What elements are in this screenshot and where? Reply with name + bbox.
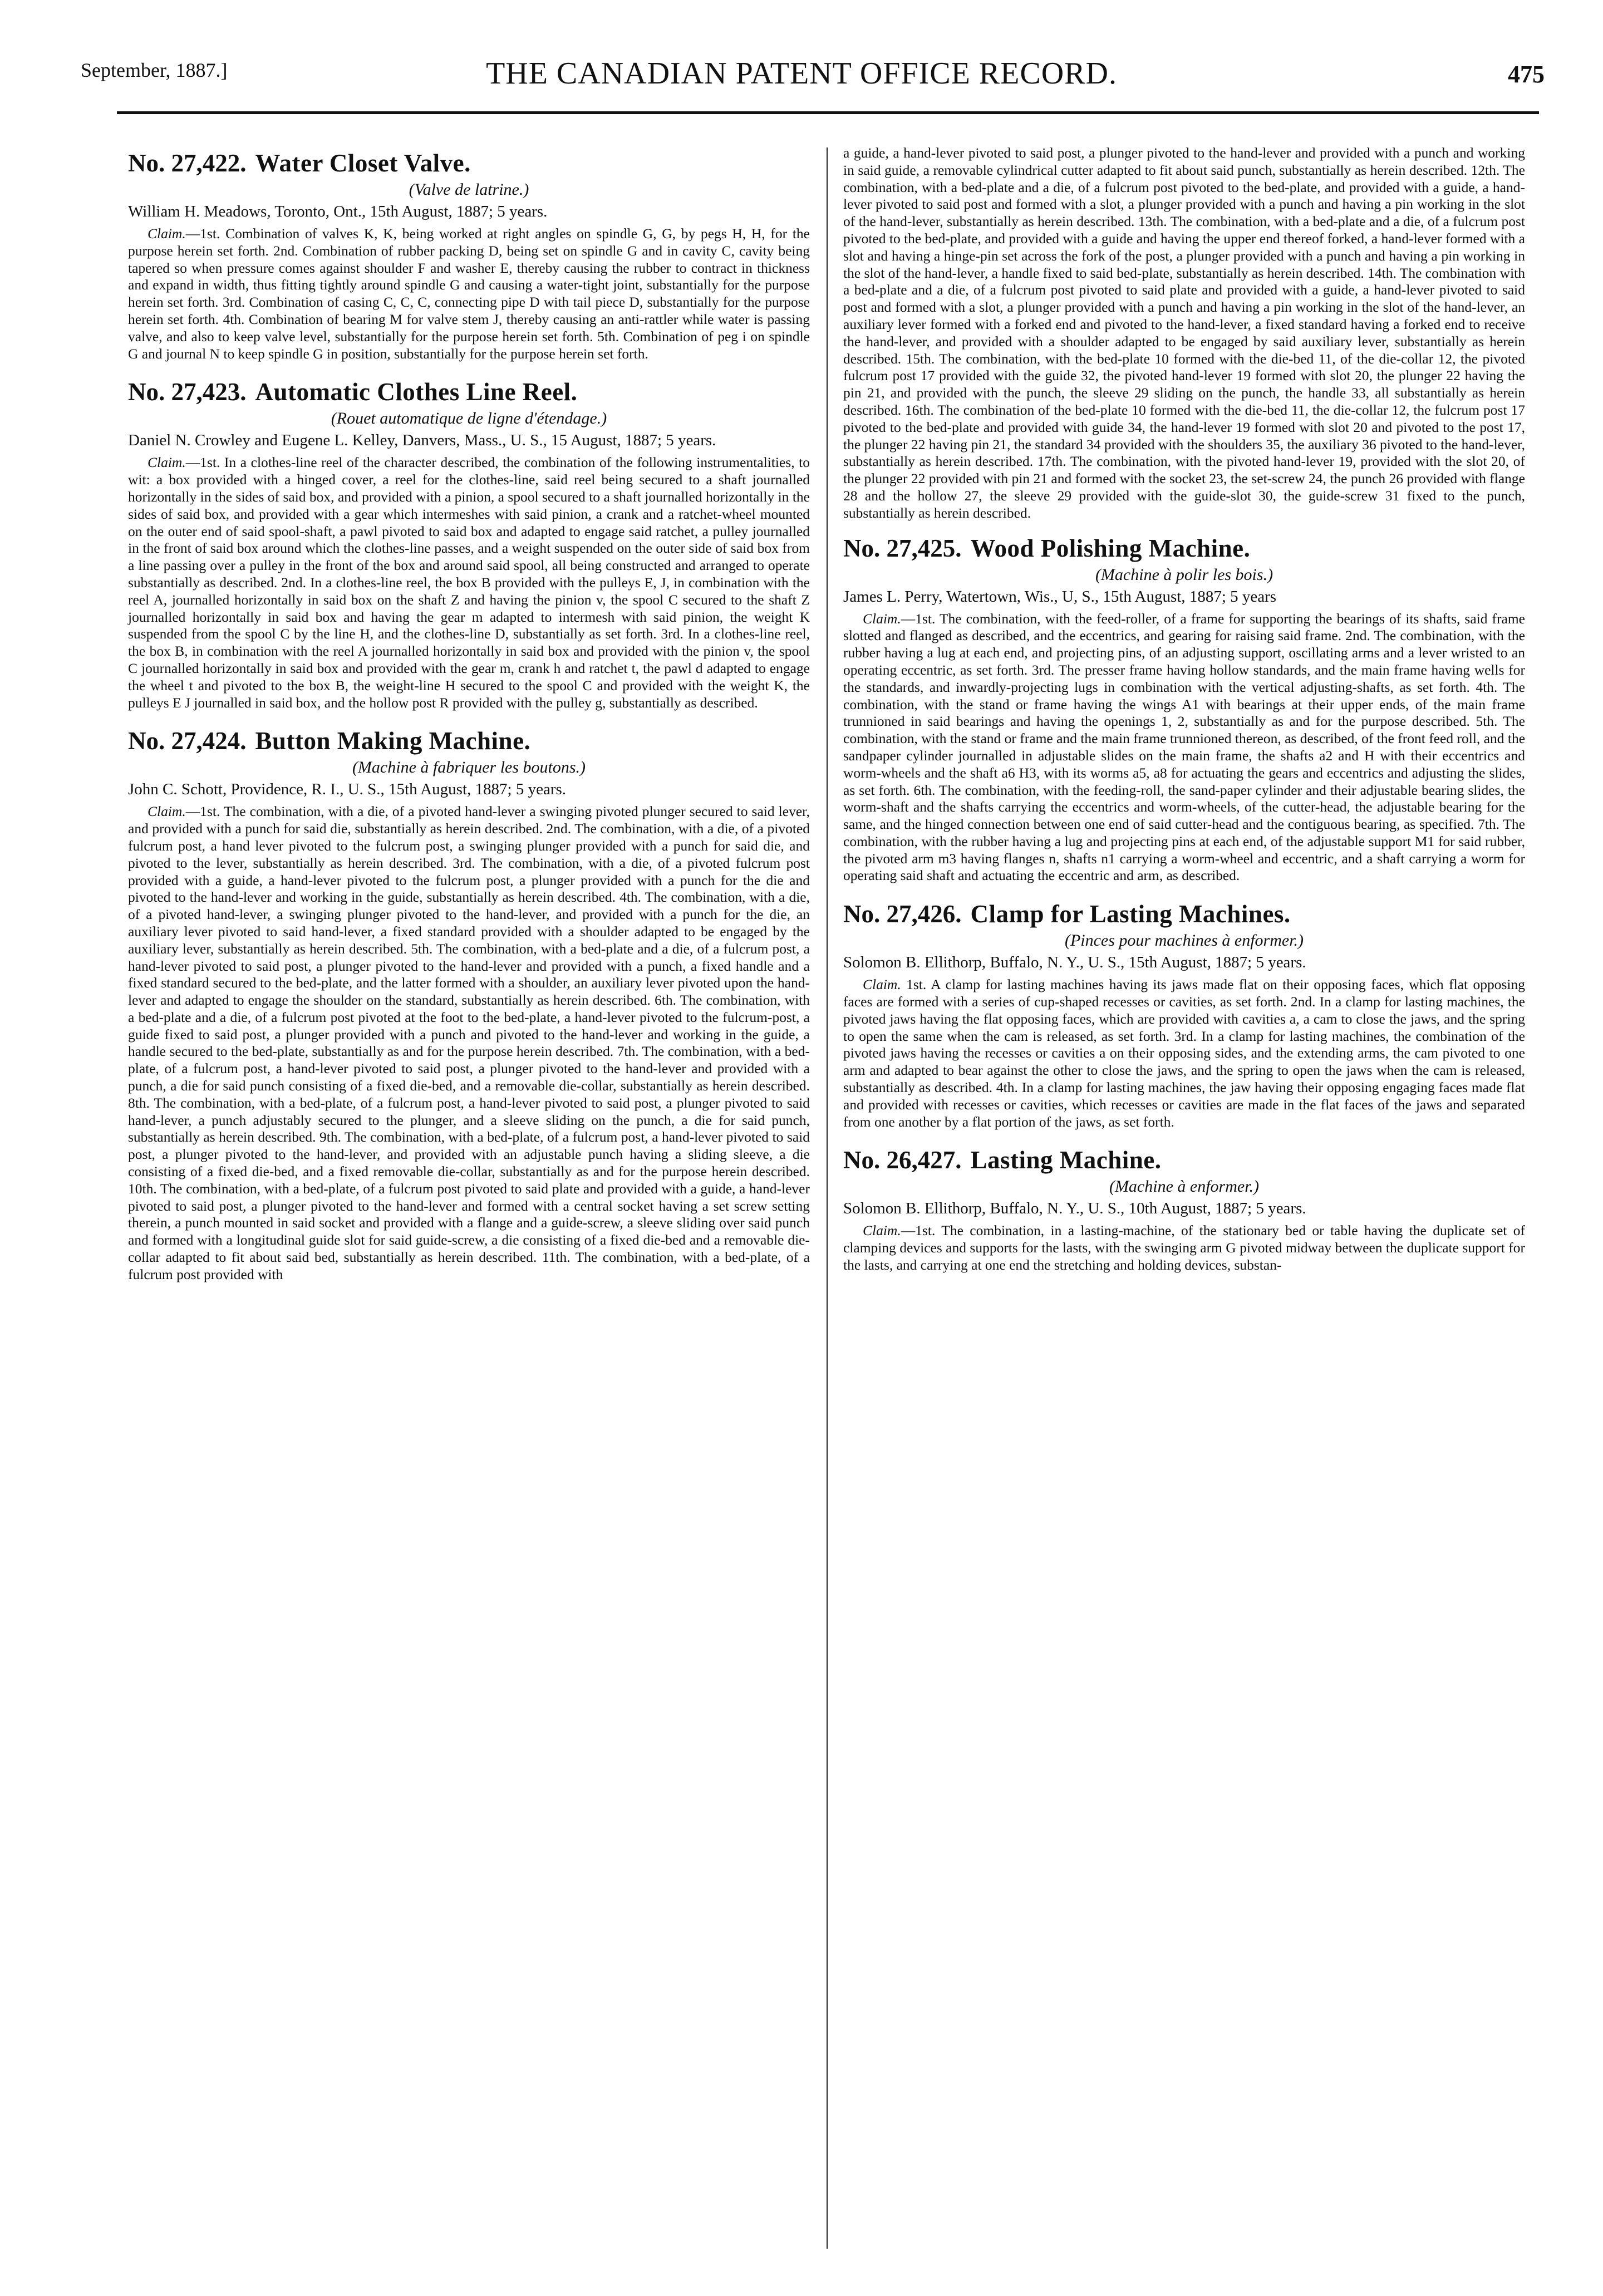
patent-26427 [843,1145,1525,1274]
patent-claim [128,225,810,362]
patent-27422 [128,148,810,362]
patent-inventor: John C. Schott, Providence, R. I., U. S., 15th August, 1887; 5 years. [128,780,567,799]
patent-claim [843,1222,1525,1274]
patent-27426 [843,899,1525,1130]
patent-claim [128,803,810,1283]
header-rule [117,111,1539,114]
claim-continuation: a guide, a hand-lever pivoted to said post, a plunger pivoted to the hand-lever and provided with a punch and working in said guide, a removable cylindrical cutter adapted to fit about said punch, substantially as herein described. 12th. The combination, with a bed-plate and a die, of a fulcrum post pivoted to the bed-plate, and provided with a guide, a hand-lever pivoted to said post and formed with a slot, a plunger provided with a punch and having a pin working in the slot of the hand-lever, substantially as herein described. 13th. The combination, with a bed-plate and a die, of a fulcrum post pivoted to the bed-plate, and provided with a guide and having the upper end thereof forked, a hand-lever formed with a slot and having a hinge-pin set across the fork of the post, a plunger provided with a punch and having a pin working in the slot of the hand-lever, a handle fixed to said bed-plate, substantially as herein described. 14th. The combination with a bed-plate and a die, of a fulcrum post pivoted to said plate and provided with a guide, a hand-lever pivoted to said post and formed with a slot, a plunger provided with a punch and having a pin working in the slot of the hand-lever, an auxiliary lever formed with a forked end and pivoted to the hand-lever, a fixed standard having a forked end to receive the hand-lever, and provided with a shoulder adapted to be engaged by said auxiliary lever, substantially as herein described. 15th. The combination, with the bed-plate 10 formed with the die-bed 11, of the die-collar 12, the pivoted fulcrum post 17 provided with the guide 32, the pivoted hand-lever 19 formed with slot 20, the plunger 22 having the pin 21, and provided with the punch, the sleeve 29 sliding on the punch, the handle 33, all substantially as herein described. 16th. The combination of the bed-plate 10 formed with the die-bed 11, the die-collar 12, the fulcrum post 17 pivoted to the bed-plate and provided with guide 34, the hand-lever 19 formed with slot 20 and pivoted to the post 17, the plunger 22 having pin 21, the standard 34 provided with the shoulders 35, the auxiliary 36 pivoted to the hand-lever, substantially as herein described. 17th. The combination, with the pivoted hand-lever 19, provided with the slot 20, of the plunger 22 provided with pin 21 and formed with the socket 23, the set-screw 24, the punch 26 provided with flange 28 and the hollow 27, the sleeve 29 provided with the guide-slot 30, the guide-screw 31 fixed to the punch, substantially as herein described. [843,145,1525,521]
patent-heading [128,726,810,756]
patent-claim [843,611,1525,885]
patent-heading [843,1145,1525,1175]
claim-label: Claim. [147,454,186,471]
patent-number: No. 27,422. [128,149,247,177]
claim-label: Claim. [863,976,901,993]
right-column [843,145,1525,1289]
patent-27425 [843,533,1525,885]
patent-title: Automatic Clothes Line Reel. [255,378,578,406]
claim-label: Claim. [863,1222,901,1239]
patent-title: Water Closet Valve. [255,149,471,177]
claim-text: —1st. The combination, with the feed-roller, of a frame for supporting the bearings of its shafts, said frame slotted and flanged as described, and the eccentrics, and gearing for raising said frame. 2nd. The combination, with the rubber having a lug at each end, and projecting pins, of an adjusting support, oscillating arms and a lever wristed to an operating eccentric, as set forth. 3rd. The presser frame having hollow standards, and the main frame having wells for the standards, and inwardly-projecting lugs in combination with the vertical adjusting-shafts, as set forth. 4th. The combination, with the stand or frame having the wings A1 with bearings at their upper ends, of the main frame trunnioned in said bearings and having the openings 1, 2, substantially as and for the purpose described. 5th. The combination, with the stand or frame and the main frame trunnioned thereon, as described, of the front feed roll, and the sandpaper cylinder journalled in adjustable slides on the main frame, the shafts a2 and H with their eccentrics and worm-wheels and the shaft a6 H3, with its worms a5, a8 for actuating the gears and eccentrics and adjusting the slides, as set forth. 6th. The combination, with the feeding-roll, the sand-paper cylinder and their adjustable bearing slides, the worm-shaft and the shafts carrying the eccentrics and worm-wheels, of the cutter-head, the adjustable bearing for the same, and the hinged connection between one end of said cutter-head and the contiguous bearing, as specified. 7th. The combination, with the rubber having a lug and projecting pins at each end, of the adjustable support M1 for said rubber, the pivoted arm m3 having flanges n, shafts n1 carrying a worm-wheel and eccentric, and a shaft carrying a worm for operating said shaft and actuating the eccentric and arm, as described. [843,610,1526,884]
patent-27423 [128,377,810,711]
patent-title: Clamp for Lasting Machines. [970,900,1291,928]
patent-inventor: William H. Meadows, Toronto, Ont., 15th August, 1887; 5 years. [128,203,548,220]
left-column [128,145,810,1298]
patent-french-title: (Rouet automatique de ligne d'étendage.) [331,409,607,428]
patent-inventor: Daniel N. Crowley and Eugene L. Kelley, Danvers, Mass., U. S., 15 August, 1887; 5 years. [128,431,716,450]
patent-number: No. 27,425. [843,534,962,562]
patent-french-title: (Machine à fabriquer les boutons.) [352,758,586,777]
patent-claim [128,454,810,711]
patent-number: No. 27,424. [128,727,247,755]
claim-text: —1st. The combination, in a lasting-machine, of the stationary bed or table having the duplicate set of clamping devices and supports for the lasts, with the swinging arm G pivoted midway between the duplicate support for the lasts, and carrying at one end the stretching and holding devices, substan- [843,1222,1525,1274]
patent-title: Wood Polishing Machine. [970,534,1251,562]
claim-label: Claim. [863,610,901,627]
patent-inventor: James L. Perry, Watertown, Wis., U, S., 15th August, 1887; 5 years [843,587,1277,606]
patent-heading [843,533,1525,563]
patent-french-title: (Pinces pour machines à enformer.) [1064,931,1304,950]
claim-text: —1st. In a clothes-line reel of the character described, the combination of the following instrumentalities, to wit: a box provided with a hinged cover, a reel for the clothes-line, said reel being secured to a shaft journalled horizontally in the sides of said box, and provided with a pinion, a spool secured to a shaft journalled horizontally in the sides of said box, and provided with a gear which intermeshes with said pinion, a crank and a ratchet-wheel mounted on the outer end of said spool-shaft, a pawl pivoted to said box and adapted to engage said ratchet, a pulley journalled in the front of said box around which the clothes-line passes, and a weight suspended on the outer side of said box from a line passing over a pulley in the front of the box and around said spool, all being constructed and arranged to operate substantially as described. 2nd. In a clothes-line reel, the box B provided with the pulleys E, J, in combination with the reel A, journalled horizontally in said box on the shaft Z and having the pinion v, the spool C secured to the shaft Z journalled horizontally in said box and having the gear m adapted to intermesh with said pinion, the weight K suspended from the spool C by the line H, and the clothes-line D, substantially as set forth. 3rd. In a clothes-line reel, the box B, in combination with the reel A journalled horizontally in said box and provided with the pinion v, the spool C journalled horizontally in said box and provided with the gear m, crank h and ratchet t, the pawl d adapted to engage the wheel t and pivoted to the box B, the weight-line H secured to the spool C and provided with the weight K, the pulleys E J journalled in said box, and the hollow post R provided with the pulley g, substantially as described. [128,454,810,711]
patent-title: Button Making Machine. [255,727,531,755]
patent-heading [843,899,1525,929]
patent-number: No. 27,423. [128,378,247,406]
patent-number: No. 26,427. [843,1146,962,1174]
patent-inventor: Solomon B. Ellithorp, Buffalo, N. Y., U. S., 15th August, 1887; 5 years. [843,953,1306,972]
column-divider [827,148,828,2249]
patent-heading [128,377,810,407]
patent-french-title: (Machine à polir les bois.) [1095,565,1273,584]
claim-text: —1st. The combination, with a die, of a pivoted hand-lever a swinging pivoted plunger secured to said lever, and provided with a punch for said die, substantially as herein described. 2nd. The combination, with a die, of a pivoted fulcrum post, a hand lever pivoted to the fulcrum post, a swinging plunger provided with a punch for said die, and pivoted to the lever, substantially as herein described. 3rd. The combination, with a die, of a pivoted fulcrum post provided with a guide, a hand-lever pivoted to the fulcrum post, a plunger provided with a punch for the die and pivoted to the hand-lever and working in the guide, substantially as herein described. 4th. The combination, with a die, of a pivoted hand-lever, a swinging plunger pivoted to the hand-lever, and provided with a punch for the die, an auxiliary lever pivoted to said hand-lever, a fixed standard provided with a shoulder adapted to be engaged by the auxiliary lever, substantially as herein described. 5th. The combination, with a bed-plate and a die, of a fulcrum post, a hand-lever pivoted to said post, a plunger pivoted to the hand-lever and provided with a punch, a fixed handle and a fixed standard secured to the bed-plate, and the latter formed with a shoulder, an auxiliary lever pivoted upon the hand-lever and adapted to engage the shoulder on the standard, substantially as herein described. 6th. The combination, with a bed-plate and a die, of a fulcrum post pivoted at the foot to the bed-plate, a hand-lever pivoted to the fulcrum-post, a guide fixed to said post, a plunger provided with a punch and pivoted to the hand-lever and working in the guide, a handle secured to the bed-plate, substantially as and for the purpose herein described. 7th. The combination, with a bed-plate, of a fulcrum post, a hand-lever pivoted to said post, a plunger pivoted to the hand-lever and provided with a punch, a die for said punch consisting of a fixed die-bed, and a removable die-collar, substantially as herein described. 8th. The combination, with a bed-plate, of a fulcrum post, a hand-lever pivoted to said post, a plunger pivoted to said hand-lever, a punch adjustably secured to the plunger, and a sleeve sliding on the punch, a die for said punch, substantially as herein described. 9th. The combination, with a bed-plate, of a fulcrum post, a hand-lever pivoted to said post, a plunger pivoted to the hand-lever, and provided with an adjustable punch having a sliding sleeve, a die consisting of a fixed die-bed, and a fixed removable die-collar, substantially as and for the purpose herein described. 10th. The combination, with a bed-plate, of a fulcrum post pivoted to said plate and provided with a guide, a hand-lever pivoted to said post, a plunger pivoted to the hand-lever and formed with a central socket having a set screw setting therein, a punch mounted in said socket and provided with a flange and a guide-screw, a sleeve sliding over said punch and formed with a longitudinal guide slot for said guide-screw, a die consisting of a fixed die-bed and a removable die-collar adapted to fit about said bed, substantially as herein described. 11th. The combination, with a bed-plate, of a fulcrum post provided with [128,803,810,1282]
claim-text: —1st. Combination of valves K, K, being worked at right angles on spindle G, G, by pegs H, H, for the purpose herein set forth. 2nd. Combination of rubber packing D, being set on spindle G and in cavity C, cavity being tapered so when pressure comes against shoulder F and washer E, thereby causing the rubber to contract in thickness and expand in width, thus fitting tightly around spindle G and causing a water-tight joint, substantially for the purpose herein set forth. 3rd. Combination of casing C, C, C, connecting pipe D with tail piece D, substantially for the purpose herein set forth. 4th. Combination of bearing M for valve stem J, thereby causing an anti-rattler while water is passing valve, and also to keep valve level, substantially for the purpose herein set forth. 5th. Combination of peg i on spindle G and journal N to keep spindle G in position, substantially for the purpose herein set forth. [128,225,810,362]
patent-french-title: (Valve de latrine.) [409,180,529,199]
claim-label: Claim. [147,225,186,242]
patent-french-title: (Machine à enformer.) [1109,1177,1260,1196]
claim-text: 1st. A clamp for lasting machines having its jaws made flat on their opposing faces, which flat opposing faces are formed with a series of cup-shaped recesses or cavities, as set forth. 2nd. In a clamp for lasting machines, the pivoted jaws having the flat opposing faces, which are provided with cavities a, a cam to close the jaws, and the spring to open the same when the cam is released, as set forth. 3rd. In a clamp for lasting machines, the combination of the pivoted jaws having the recesses or cavities a on their opposing sides, and the extending arms, the cam pivoted to one arm and adapted to bear against the other to close the jaws, and the spring to open the jaws when the cam is released, substantially as described. 4th. In a clamp for lasting machines, the jaw having their opposing engaging faces made flat and provided with recesses or cavities, which recesses or cavities are made in the flat faces of the jaws and separated from one another by a flat portion of the jaws, as set forth. [843,976,1525,1130]
claim-label: Claim. [147,803,186,820]
patent-title: Lasting Machine. [970,1146,1162,1174]
header-title: THE CANADIAN PATENT OFFICE RECORD. [486,56,1117,91]
header-page-number: 475 [1508,61,1545,88]
patent-heading [128,148,810,178]
header-date: September, 1887.] [81,59,228,81]
page-header [0,0,1603,111]
patent-number: No. 27,426. [843,900,962,928]
patent-inventor: Solomon B. Ellithorp, Buffalo, N. Y., U. S., 10th August, 1887; 5 years. [843,1199,1306,1218]
patent-claim [843,976,1525,1130]
patent-27424 [128,726,810,1283]
